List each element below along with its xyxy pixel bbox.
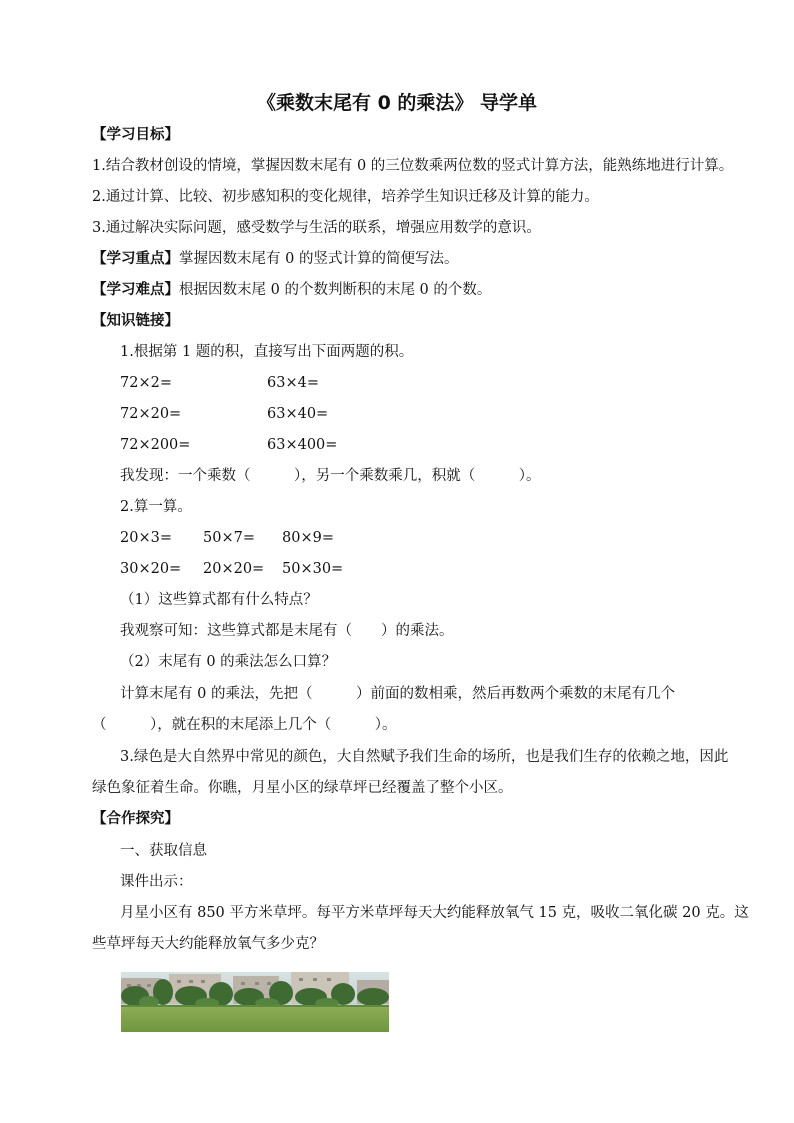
calc-2-1: 30×20= <box>120 561 182 577</box>
objective-item-3: 3.通过解决实际问题，感受数学与生活的联系，增强应用数学的意识。 <box>92 220 541 236</box>
calc-1-2: 50×7= <box>203 530 255 546</box>
knowledge-question-3-line-1: 3.绿色是大自然界中常见的颜色，大自然赋予我们生命的场所，也是我们生存的依赖之地，因此 <box>120 749 729 765</box>
courseware-label: 课件出示： <box>120 874 193 890</box>
knowledge-question-1: 1.根据第 1 题的积，直接写出下面两题的积。 <box>120 344 414 360</box>
sub-question-2-line-2: （ ），就在积的末尾添上几个（ ）。 <box>92 717 397 733</box>
difficulty-text: 根据因数末尾 0 的个数判断积的末尾 0 的个数。 <box>179 282 492 298</box>
calc-1-1: 20×3= <box>120 530 172 546</box>
difficulty <box>92 280 491 300</box>
lawn-photo <box>121 972 389 1032</box>
equation-left-1: 72×2= <box>120 375 172 391</box>
objectives-heading: 【学习目标】 <box>92 127 179 143</box>
equation-left-2: 72×20= <box>120 406 182 422</box>
equation-left-3: 72×200= <box>120 437 191 453</box>
knowledge-heading: 【知识链接】 <box>92 313 179 329</box>
cooperation-part-1: 一、获取信息 <box>120 843 207 859</box>
difficulty-label: 【学习难点】 <box>92 282 179 298</box>
calc-2-2: 20×20= <box>203 561 265 577</box>
equation-right-3: 63×400= <box>267 437 338 453</box>
problem-line-1: 月星小区有 850 平方米草坪。每平方米草坪每天大约能释放氧气 15 克，吸收二氧化碳 20 克。这 <box>120 905 749 921</box>
sub-question-1-answer: 我观察可知：这些算式都是末尾有（ ）的乘法。 <box>120 623 454 639</box>
equation-right-2: 63×40= <box>267 406 329 422</box>
objective-item-2: 2.通过计算、比较、初步感知积的变化规律，培养学生知识迁移及计算的能力。 <box>92 189 599 205</box>
key-point <box>92 249 458 269</box>
knowledge-question-2: 2.算一算。 <box>120 499 192 515</box>
sub-question-2-line-1: 计算末尾有 0 的乘法，先把（ ）前面的数相乘，然后再数两个乘数的末尾有几个 <box>120 686 675 702</box>
key-point-text: 掌握因数末尾有 0 的竖式计算的简便写法。 <box>179 251 459 267</box>
calc-1-3: 80×9= <box>282 530 334 546</box>
sub-question-2: （2）末尾有 0 的乘法怎么口算？ <box>120 654 337 670</box>
knowledge-question-3-line-2: 绿色象征着生命。你瞧，月星小区的绿草坪已经覆盖了整个小区。 <box>92 780 513 796</box>
problem-line-2: 些草坪每天大约能释放氧气多少克？ <box>92 936 324 952</box>
equation-right-1: 63×4= <box>267 375 319 391</box>
cooperation-heading: 【合作探究】 <box>92 811 179 827</box>
calc-2-3: 50×30= <box>282 561 344 577</box>
discovery-sentence: 我发现：一个乘数（ ），另一个乘数乘几，积就（ ）。 <box>120 468 541 484</box>
document-title: 《乘数末尾有 0 的乘法》 导学单 <box>256 92 538 114</box>
objective-item-1: 1.结合教材创设的情境，掌握因数末尾有 0 的三位数乘两位数的竖式计算方法，能熟练地进行计算。 <box>92 158 734 174</box>
key-point-label: 【学习重点】 <box>92 251 179 267</box>
sub-question-1: （1）这些算式都有什么特点？ <box>120 592 318 608</box>
